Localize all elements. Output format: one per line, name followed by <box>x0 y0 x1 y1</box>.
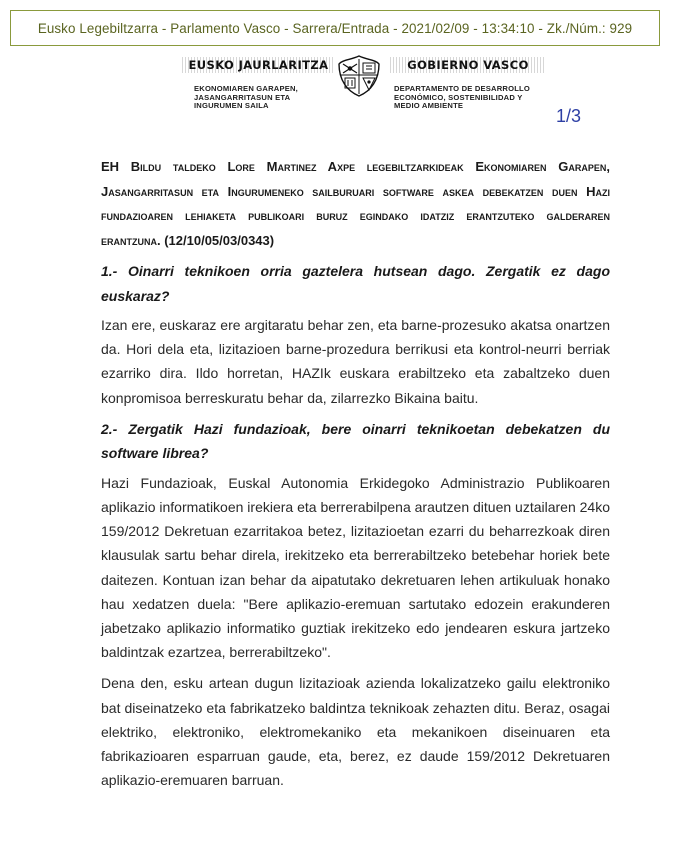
basque-government-emblem-icon <box>336 54 382 98</box>
dept-line: MEDIO AMBIENTE <box>394 101 464 111</box>
gobierno-vasco-wordmark: GOBIERNO VASCO <box>390 57 546 73</box>
question-2: 2.- Zergatik Hazi fundazioak, bere oinarri teknikoetan debekatzen du software librea? <box>101 420 610 462</box>
dept-line: JASANGARRITASUN ETA <box>194 92 291 102</box>
letterhead <box>182 54 542 116</box>
answer-1-paragraph: Izan ere, euskaraz ere argitaratu behar zen, eta barne-prozesuko akatsa onartzen da. Hori dela eta, lizitazioen barne-prozedura berrikusi eta kontrol-neurri berriak ezarriko dira. Ildo horretan, HAZIk euskara erabiltzeko eta zabaltzeko duen konpromisoa berreskuratu behar da, zilarrezko Bikaina baitu. <box>101 317 610 406</box>
eusko-jaurlaritza-wordmark: EUSKO JAURLARITZA <box>182 57 335 73</box>
document-title: EH Bildu taldeko Lore Martinez Axpe legebiltzarkideak Ekonomiaren Garapen, Jasangarritasun eta Ingurumeneko sailburuari software askea debekatzen duen Hazi fundazioaren lehiaketa publikoari buruz egindako idatziz erantzuteko galderaren erantzuna. (12/10/05/03/0343) <box>101 159 610 248</box>
document-body <box>101 155 610 799</box>
dept-line: DEPARTAMENTO DE DESARROLLO <box>394 84 530 93</box>
dept-line: EKONOMIAREN GARAPEN, <box>194 84 298 93</box>
department-name-spanish <box>394 85 544 111</box>
dept-line: ECONÓMICO, SOSTENIBILIDAD Y <box>394 92 523 102</box>
page-number: 1/3 <box>556 106 582 126</box>
question-1: 1.- Oinarri teknikoen orria gaztelera hutsean dago. Zergatik ez dago euskaraz? <box>101 263 610 304</box>
answer-2-paragraph: Hazi Fundazioak, Euskal Autonomia Erkidegoko Administrazio Publikoaren aplikazio informatikoen irekiera eta berrerabilpena arautzen dituen uztailaren 24ko 159/2012 Dekretuan ezarritakoa betez, lizitazioetan ezarri du beharrezkoak diren klausulak sartu behar direla, irekitzeko eta berrerabiltzeko betebehar horiek bete daitezen. Kontuan izan behar da aipatutako dekretuaren lehen artikuluak honako hau xedatzen duela: "Bere aplikazio-eremuan sartutako edozein erakunderen jabetzako aplikazio informatiko guztiak irekitzeko edo jendearen eskura jartzeko baldintzak ezartzea, berrerabiltzeko". <box>101 474 610 661</box>
registry-stamp: Eusko Legebiltzarra - Parlamento Vasco - Sarrera/Entrada - 2021/02/09 - 13:34:10 - Zk./Núm.: 929 <box>10 10 660 46</box>
department-name-basque <box>194 85 329 111</box>
dept-line: INGURUMEN SAILA <box>194 101 269 111</box>
answer-2-paragraph-continued: Dena den, esku artean dugun lizitazioak azienda lokalizatzeko gailu elektroniko bat diseinatzeko eta fabrikatzeko baldintza teknikoak zehazten ditu. Beraz, osagai elektriko, elektroniko, elektromekaniko eta mekanikoen diseinuaren eta fabrikazioaren esparruan gaude, eta, berez, ez daude 159/2012 Dekretuaren aplikazio-eremuaren barruan. <box>101 675 610 789</box>
